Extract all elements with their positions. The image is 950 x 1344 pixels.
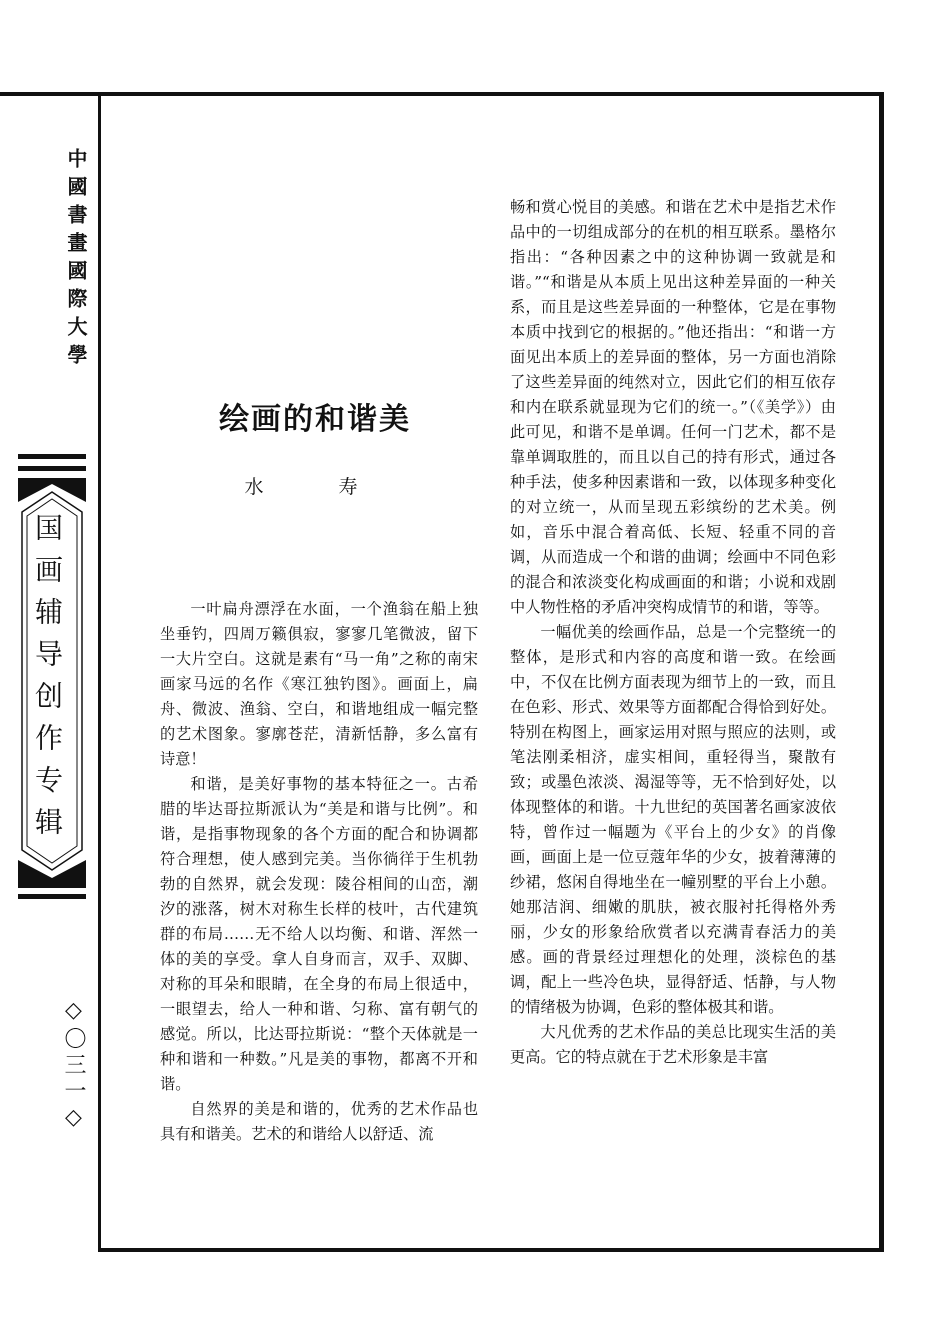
university-name: 中國書畫國際大學 [64,148,88,372]
left-column [160,597,478,1147]
paragraph: 和谐，是美好事物的基本特征之一。古希腊的毕达哥拉斯派认为“美是和谐与比例”。和谐，是指事物现象的各个方面的配合和协调都符合理想，使人感到完美。当你徜徉于生机勃勃的自然界，就会发现：陵谷相间的山峦，潮汐的涨落，树木对称生长样的枝叶，古代建筑群的布局……无不给人以均衡、和谐、浑然一体的美的享受。拿人自身而言，双手、双脚、对称的耳朵和眼睛，在全身的布局上很适中，一眼望去，给人一种和谐、匀称、富有朝气的感觉。所以，比达哥拉斯说：“整个天体就是一种和谐和一种数。”凡是美的事物，都离不开和谐。 [160,775,478,1093]
right-column [510,195,836,1070]
sidebar-divider [98,92,101,1252]
frame-top-border [0,92,884,96]
paragraph: 大凡优秀的艺术作品的美总比现实生活的美更高。它的特点就在于艺术形象是丰富 [510,1023,836,1066]
paragraph: 自然界的美是和谐的，优秀的艺术作品也具有和谐美。艺术的和谐给人以舒适、流 [160,1100,478,1143]
article-title: 绘画的和谐美 [219,402,411,437]
article-author: 水 寿 [244,476,386,498]
frame-bottom-border [100,1248,884,1252]
paragraph: 畅和赏心悦目的美感。和谐在艺术中是指艺术作品中的一切组成部分的在机的相互联系。墨格尔指出：“各种因素之中的这种协调一致就是和谐。”“和谐是从本质上见出这种差异面的一种关系，而且是这些差异面的一种整体，它是在事物本质中找到它的根据的。”他还指出：“和谐一方面见出本质上的差异面的整体，另一方面也消除了这些差异面的纯然对立，因此它们的相互依存和内在联系就显现为它们的统一。”（《美学》）由此可见，和谐不是单调。任何一门艺术，都不是靠单调取胜的，而且以自己的持有形式，通过各种手法，使多种因素谐和一致，以体现多种变化的对立统一，从而呈现五彩缤纷的艺术美。例如，音乐中混合着高低、长短、轻重不同的音调，从而造成一个和谐的曲调；绘画中不同色彩的混合和浓淡变化构成画面的和谐；小说和戏剧中人物性格的矛盾冲突构成情节的和谐，等等。 [510,198,836,616]
section-label: 国画辅导创作专辑 [31,513,64,849]
frame-right-border [879,92,884,1252]
paragraph: 一幅优美的绘画作品，总是一个完整统一的整体，是形式和内容的高度和谐一致。在绘画中，不仅在比例方面表现为细节上的一致，而且在色彩、形式、效果等方面都配合得恰到好处。特别在构图上，画家运用对照与照应的法则，或笔法刚柔相济，虚实相间，重轻得当，聚散有致；或墨色浓淡、渴湿等等，无不恰到好处，以体现整体的和谐。十九世纪的英国著名画家波依特，曾作过一幅题为《平台上的少女》的肖像画，画面上是一位豆蔻年华的少女，披着薄薄的纱裙，悠闲自得地坐在一幢别墅的平台上小憩。她那洁润、细嫩的肌肤，被衣服衬托得格外秀丽，少女的形象给欣赏者以充满青春活力的美感。画的背景经过理想化的处理，淡棕色的基调，配上一些冷色块，显得舒适、恬静，与人物的情绪极为协调，色彩的整体极其和谐。 [510,623,836,1016]
paragraph: 一叶扁舟漂浮在水面，一个渔翁在船上独坐垂钓，四周万籁俱寂，寥寥几笔微波，留下一大片空白。这就是素有“马一角”之称的南宋画家马远的名作《寒江独钓图》。画面上，扁舟、微波、渔翁、空白，和谐地组成一幅完整的艺术图象。寥廓苍茫，清新恬静，多么富有诗意！ [160,600,478,768]
page-number: ◇〇三一◇ [61,998,86,1134]
